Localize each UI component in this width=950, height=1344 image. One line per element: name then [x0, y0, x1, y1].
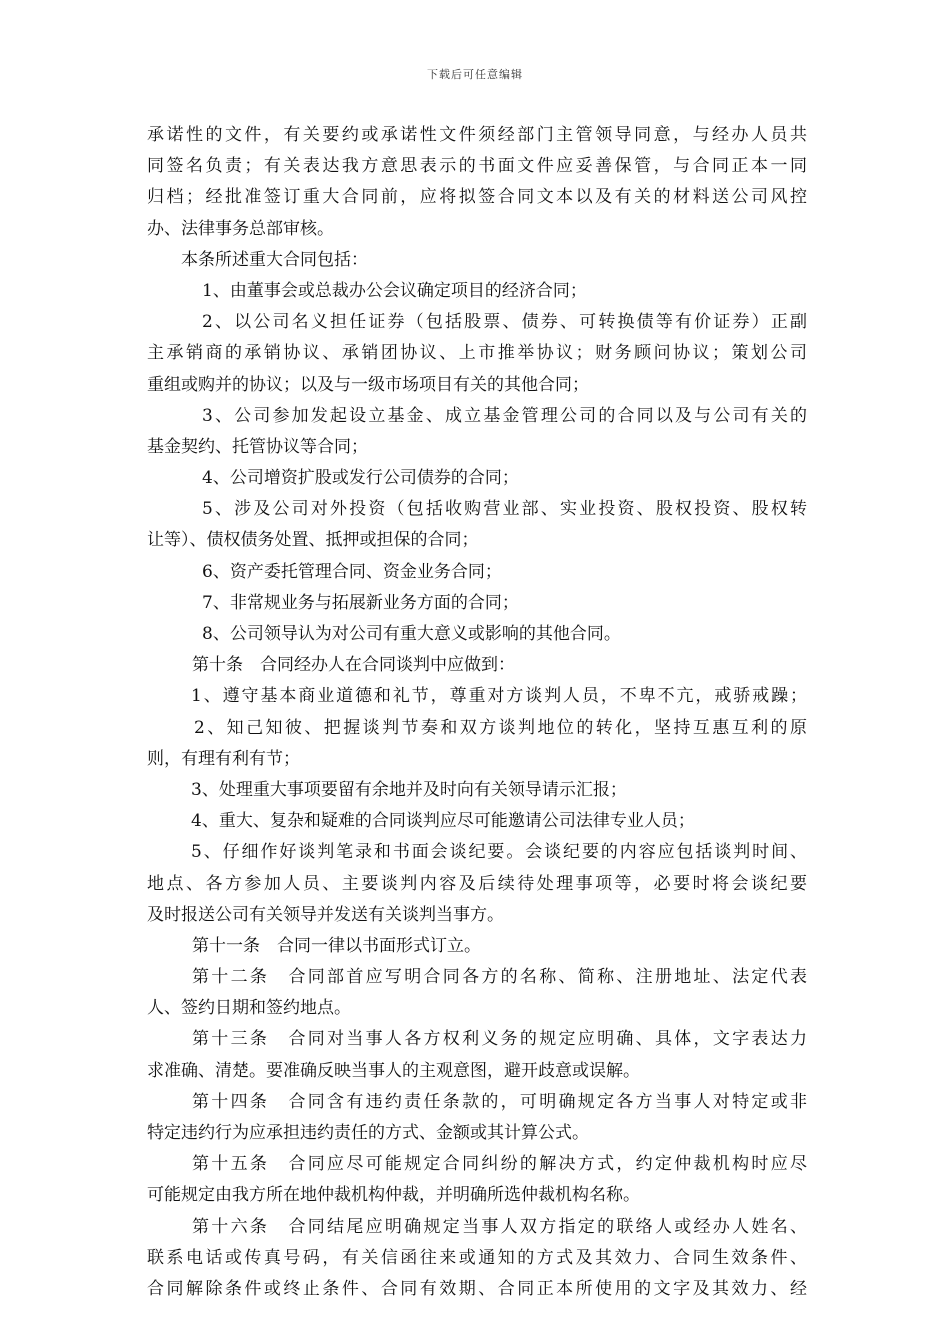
text-line: 第十二条 合同部首应写明合同各方的名称、简称、注册地址、法定代表 [192, 967, 807, 988]
text-line: 重组或购并的协议；以及与一级市场项目有关的其他合同； [147, 374, 589, 395]
text-line: 5、仔细作好谈判笔录和书面会谈纪要。会谈纪要的内容应包括谈判时间、 [191, 842, 807, 863]
page-header: 下载后可任意编辑 [427, 68, 523, 81]
document-body [147, 120, 807, 1305]
text-line: 5、涉及公司对外投资（包括收购营业部、实业投资、股权投资、股权转 [202, 499, 807, 520]
text-line: 1、由董事会或总裁办公会议确定项目的经济合同； [202, 280, 587, 301]
text-line: 第十六条 合同结尾应明确规定当事人双方指定的联络人或经办人姓名、 [192, 1216, 807, 1237]
text-line: 2、以公司名义担任证券（包括股票、债券、可转换债等有价证券）正副 [202, 312, 807, 333]
text-line: 第十四条 合同含有违约责任条款的，可明确规定各方当事人对特定或非 [192, 1091, 807, 1112]
text-line: 第十一条 合同一律以书面形式订立。 [192, 935, 481, 956]
text-line: 6、资产委托管理合同、资金业务合同； [202, 561, 502, 582]
text-line: 地点、各方参加人员、主要谈判内容及后续待处理事项等，必要时将会谈纪要 [147, 873, 807, 894]
text-line: 本条所述重大合同包括： [181, 249, 368, 270]
text-line: 承诺性的文件，有关要约或承诺性文件须经部门主管领导同意，与经办人员共 [147, 125, 807, 145]
text-line: 特定违约行为应承担违约责任的方式、金额或其计算公式。 [147, 1123, 589, 1143]
text-line: 让等）、债权债务处置、抵押或担保的合同； [147, 530, 479, 551]
text-line: 4、公司增资扩股或发行公司债券的合同； [202, 468, 519, 489]
text-line: 办、法律事务总部审核。 [147, 218, 334, 239]
text-line: 联系电话或传真号码，有关信函往来或通知的方式及其效力、合同生效条件、 [147, 1247, 807, 1268]
text-line: 4、重大、复杂和疑难的合同谈判应尽可能邀请公司法律专业人员； [191, 811, 695, 832]
text-line: 3、公司参加发起设立基金、成立基金管理公司的合同以及与公司有关的 [202, 405, 807, 426]
text-line: 则，有理有利有节； [147, 748, 300, 769]
text-line: 基金契约、托管协议等合同； [147, 436, 368, 457]
text-line: 主承销商的承销协议、承销团协议、上市推举协议；财务顾问协议；策划公司 [147, 343, 807, 364]
text-line: 3、处理重大事项要留有余地并及时向有关领导请示汇报； [191, 779, 627, 800]
text-line: 第十五条 合同应尽可能规定合同纠纷的解决方式，约定仲裁机构时应尽 [192, 1154, 807, 1175]
text-line: 可能规定由我方所在地仲裁机构仲裁，并明确所选仲裁机构名称。 [147, 1185, 640, 1206]
text-line: 2、知己知彼、把握谈判节奏和双方谈判地位的转化，坚持互惠互利的原 [194, 717, 807, 738]
text-line: 合同解除条件或终止条件、合同有效期、合同正本所使用的文字及其效力、经 [147, 1278, 807, 1299]
text-line: 及时报送公司有关领导并发送有关谈判当事方。 [147, 904, 504, 925]
text-line: 求准确、清楚。要准确反映当事人的主观意图，避开歧意或误解。 [147, 1060, 640, 1081]
text-line: 人、签约日期和签约地点。 [147, 998, 351, 1019]
text-line: 同签名负责；有关表达我方意思表示的书面文件应妥善保管，与合同正本一同 [147, 156, 807, 177]
text-line: 1、遵守基本商业道德和礼节，尊重对方谈判人员，不卑不亢，戒骄戒躁； [191, 686, 807, 707]
text-line: 7、非常规业务与拓展新业务方面的合同； [202, 592, 519, 613]
text-line: 8、公司领导认为对公司有重大意义或影响的其他合同。 [202, 624, 621, 644]
text-line: 第十三条 合同对当事人各方权利义务的规定应明确、具体，文字表达力 [192, 1029, 807, 1050]
text-line: 第十条 合同经办人在合同谈判中应做到： [192, 655, 515, 676]
text-line: 归档；经批准签订重大合同前，应将拟签合同文本以及有关的材料送公司风控 [147, 187, 807, 208]
